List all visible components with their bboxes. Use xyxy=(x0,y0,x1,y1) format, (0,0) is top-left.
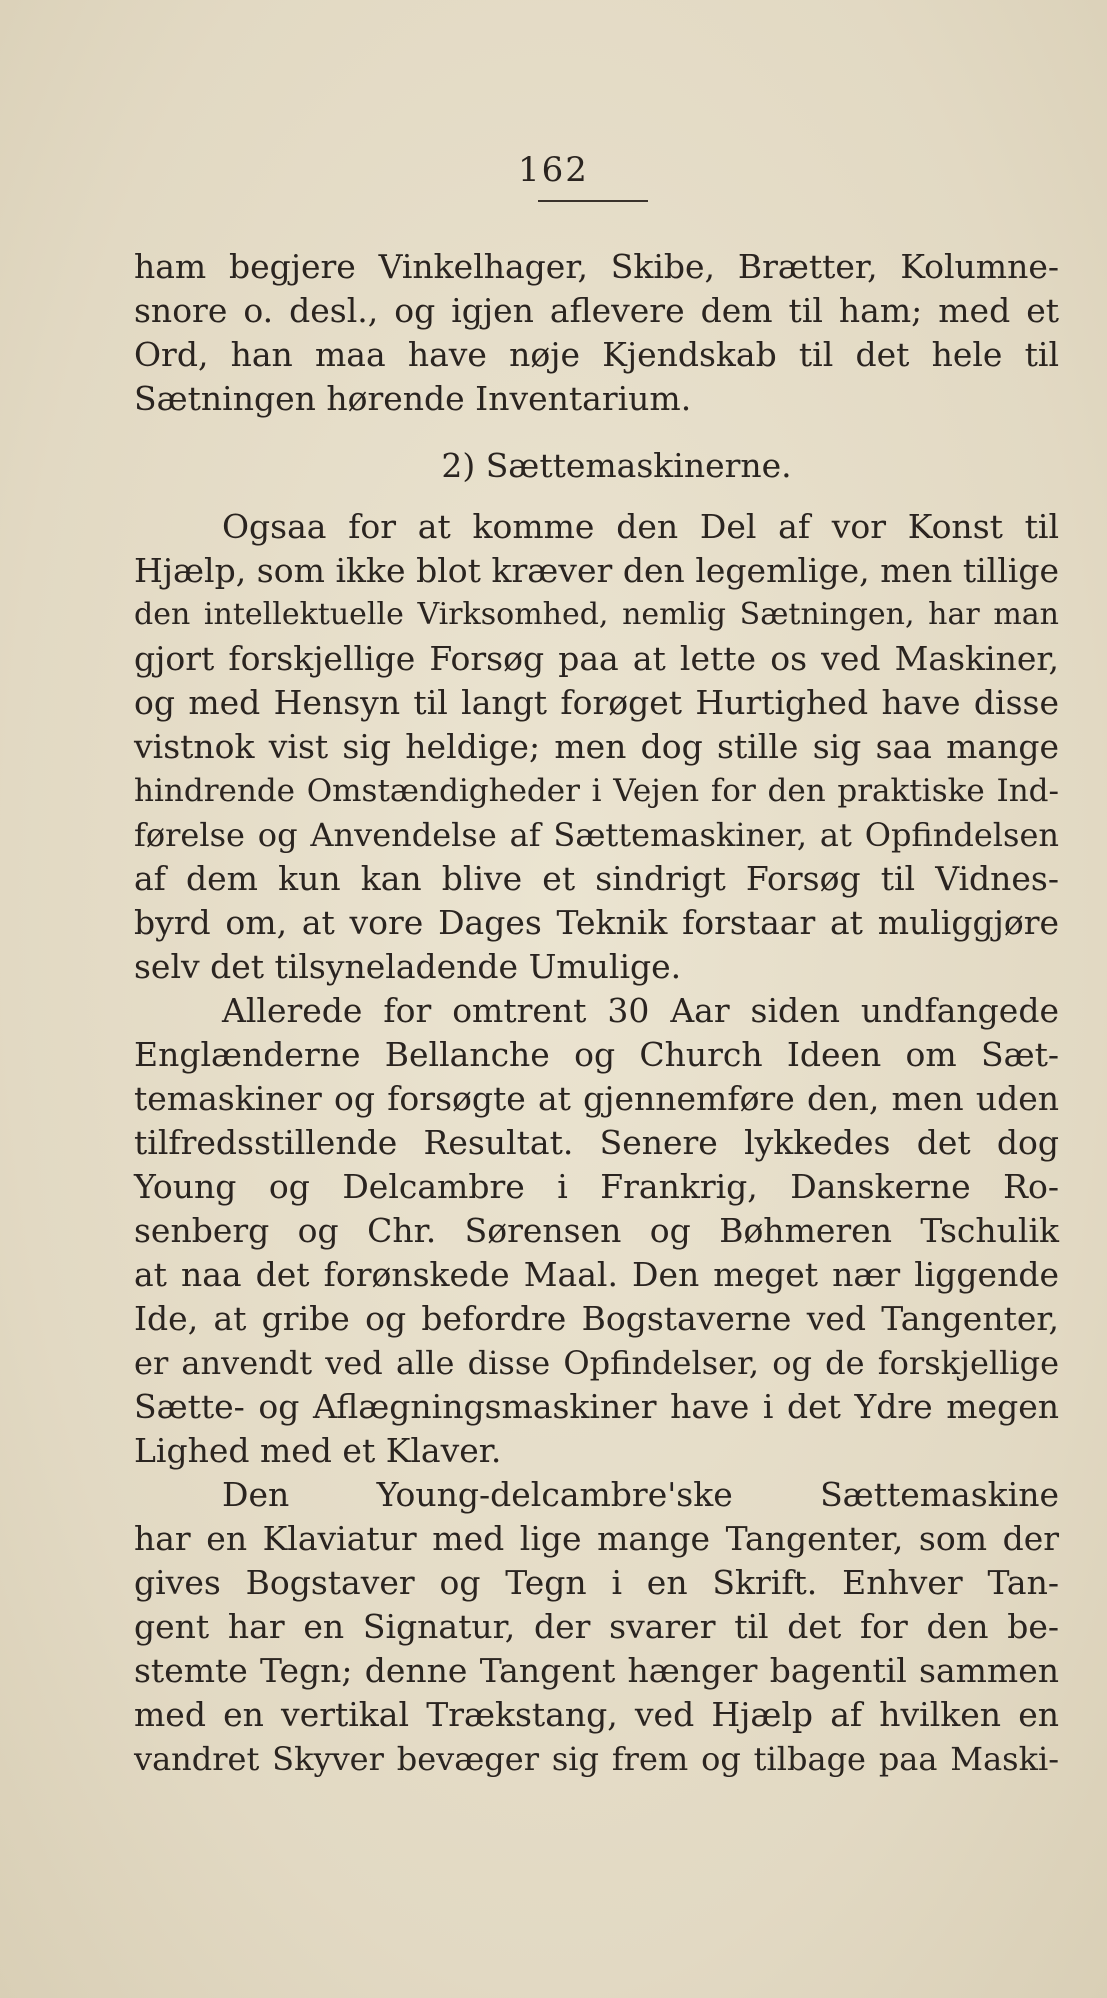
text-line: gives Bogstaver og Tegn i en Skrift. Enhver Tan- xyxy=(134,1563,1059,1602)
text-line: førelse og Anvendelse af Sættemaskiner, at Opfindelsen xyxy=(134,816,1059,854)
text-body xyxy=(134,245,1059,1781)
text-line: Young og Delcambre i Frankrig, Danskerne Ro- xyxy=(134,1167,1059,1206)
text-line: gjort forskjellige Forsøg paa at lette os ved Maskiner, xyxy=(134,639,1059,678)
text-line: senberg og Chr. Sørensen og Bøhmeren Tschulik xyxy=(134,1211,1059,1250)
text-line: hindrende Omstændigheder i Vejen for den praktiske Ind- xyxy=(134,773,1059,809)
text-line: selv det tilsyneladende Umulige. xyxy=(134,947,682,986)
text-line: Englænderne Bellanche og Church Ideen om Sæt- xyxy=(134,1035,1059,1074)
text-line: Den Young-delcambre'ske Sættemaskine xyxy=(222,1475,1059,1514)
text-line: og med Hensyn til langt forøget Hurtighed have disse xyxy=(134,683,1059,722)
text-line: Allerede for omtrent 30 Aar siden undfangede xyxy=(222,991,1059,1030)
text-line: er anvendt ved alle disse Opfindelser, og de forskjellige xyxy=(134,1344,1059,1382)
text-line: tilfredsstillende Resultat. Senere lykkedes det dog xyxy=(134,1123,1059,1162)
text-line: Ogsaa for at komme den Del af vor Konst til xyxy=(222,507,1059,546)
text-line: temaskiner og forsøgte at gjennemføre den, men uden xyxy=(134,1079,1059,1118)
page-number: 162 xyxy=(518,150,589,190)
text-line: Sætte- og Aflægningsmaskiner have i det Ydre megen xyxy=(134,1387,1059,1426)
text-line: at naa det forønskede Maal. Den meget nær liggende xyxy=(134,1255,1059,1294)
text-line: byrd om, at vore Dages Teknik forstaar at muliggjøre xyxy=(134,903,1059,942)
text-line: Hjælp, som ikke blot kræver den legemlige, men tillige xyxy=(134,551,1059,590)
text-line: vistnok vist sig heldige; men dog stille sig saa mange xyxy=(134,727,1059,766)
text-line: af dem kun kan blive et sindrigt Forsøg til Vidnes- xyxy=(134,859,1059,898)
text-line: ham begjere Vinkelhager, Skibe, Brætter, Kolumne- xyxy=(134,247,1059,286)
section-heading: 2) Sættemaskinerne. xyxy=(441,446,792,485)
text-line: Ide, at gribe og befordre Bogstaverne ved Tangenter, xyxy=(134,1299,1059,1338)
text-line: Sætningen hørende Inventarium. xyxy=(134,379,692,418)
page-number-rule xyxy=(538,200,648,202)
text-line: vandret Skyver bevæger sig frem og tilbage paa Maski- xyxy=(134,1740,1059,1778)
text-line: Lighed med et Klaver. xyxy=(134,1431,502,1470)
text-line: stemte Tegn; denne Tangent hænger bagentil sammen xyxy=(134,1651,1059,1690)
text-line: gent har en Signatur, der svarer til det for den be- xyxy=(134,1607,1059,1646)
text-line: snore o. desl., og igjen aflevere dem til ham; med et xyxy=(134,291,1059,330)
text-line: den intellektuelle Virksomhed, nemlig Sætningen, har man xyxy=(134,597,1059,632)
text-line: har en Klaviatur med lige mange Tangenter, som der xyxy=(134,1519,1059,1558)
text-line: med en vertikal Trækstang, ved Hjælp af hvilken en xyxy=(134,1695,1059,1734)
text-line: Ord, han maa have nøje Kjendskab til det hele til xyxy=(134,335,1059,374)
